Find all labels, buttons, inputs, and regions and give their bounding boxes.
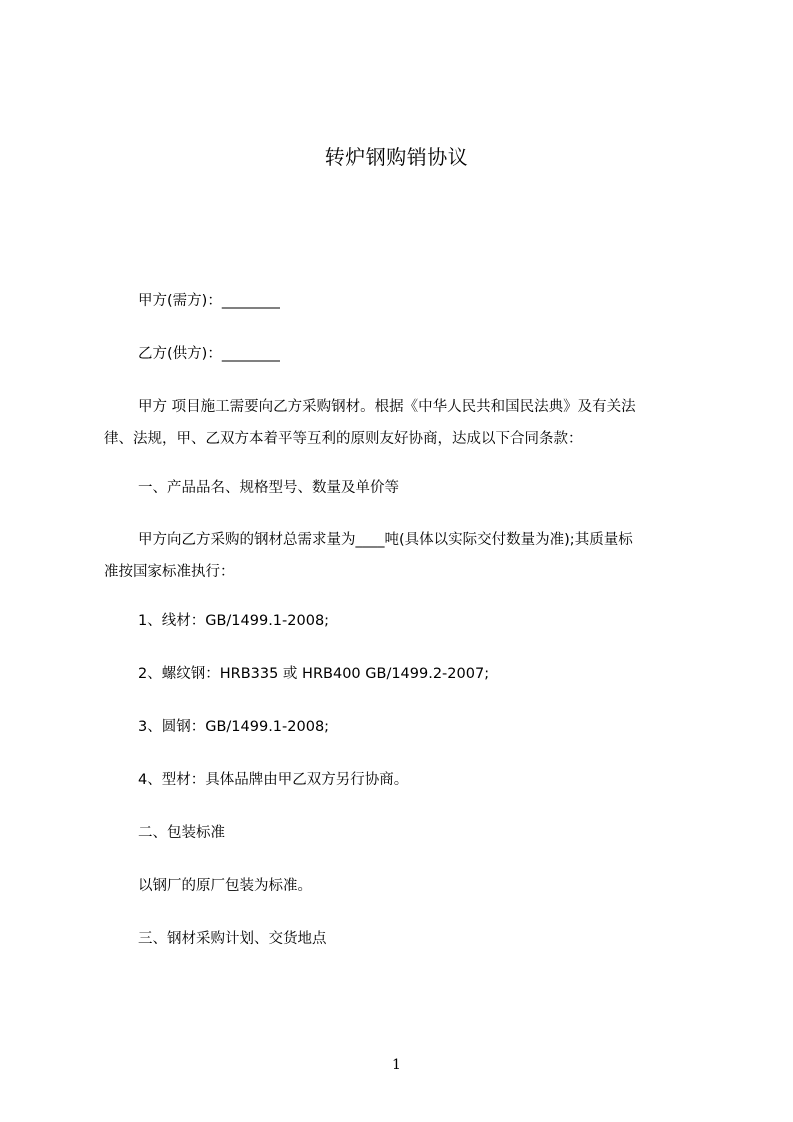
intro-line-2: 律、法规，甲、乙双方本着平等互利的原则友好协商，达成以下合同条款： bbox=[104, 431, 583, 447]
page-number: 1 bbox=[392, 1057, 401, 1073]
section-3-heading: 三、钢材采购计划、交货地点 bbox=[138, 931, 327, 947]
section-1-heading: 一、产品品名、规格型号、数量及单价等 bbox=[138, 480, 399, 496]
party-a-line: 甲方(需方)：________ bbox=[138, 293, 280, 309]
list-item-profiles: 4、型材：具体品牌由甲乙双方另行协商。 bbox=[138, 772, 409, 788]
section-1-line-1: 甲方向乙方采购的钢材总需求量为____吨(具体以实际交付数量为准);其质量标 bbox=[138, 532, 633, 548]
list-item-rebar: 2、螺纹钢：HRB335 或 HRB400 GB/1499.2-2007; bbox=[138, 666, 490, 682]
list-item-wire-rod: 1、线材：GB/1499.1-2008; bbox=[138, 613, 330, 629]
document-title: 转炉钢购销协议 bbox=[324, 145, 469, 169]
section-2-heading: 二、包装标准 bbox=[138, 825, 225, 841]
party-b-line: 乙方(供方)：________ bbox=[138, 346, 280, 362]
intro-line-1: 甲方 项目施工需要向乙方采购钢材。根据《中华人民共和国民法典》及有关法 bbox=[138, 399, 636, 415]
list-item-round-steel: 3、圆钢：GB/1499.1-2008; bbox=[138, 719, 330, 735]
section-2-text: 以钢厂的原厂包装为标准。 bbox=[138, 878, 312, 894]
section-1-line-2: 准按国家标准执行： bbox=[104, 564, 235, 580]
